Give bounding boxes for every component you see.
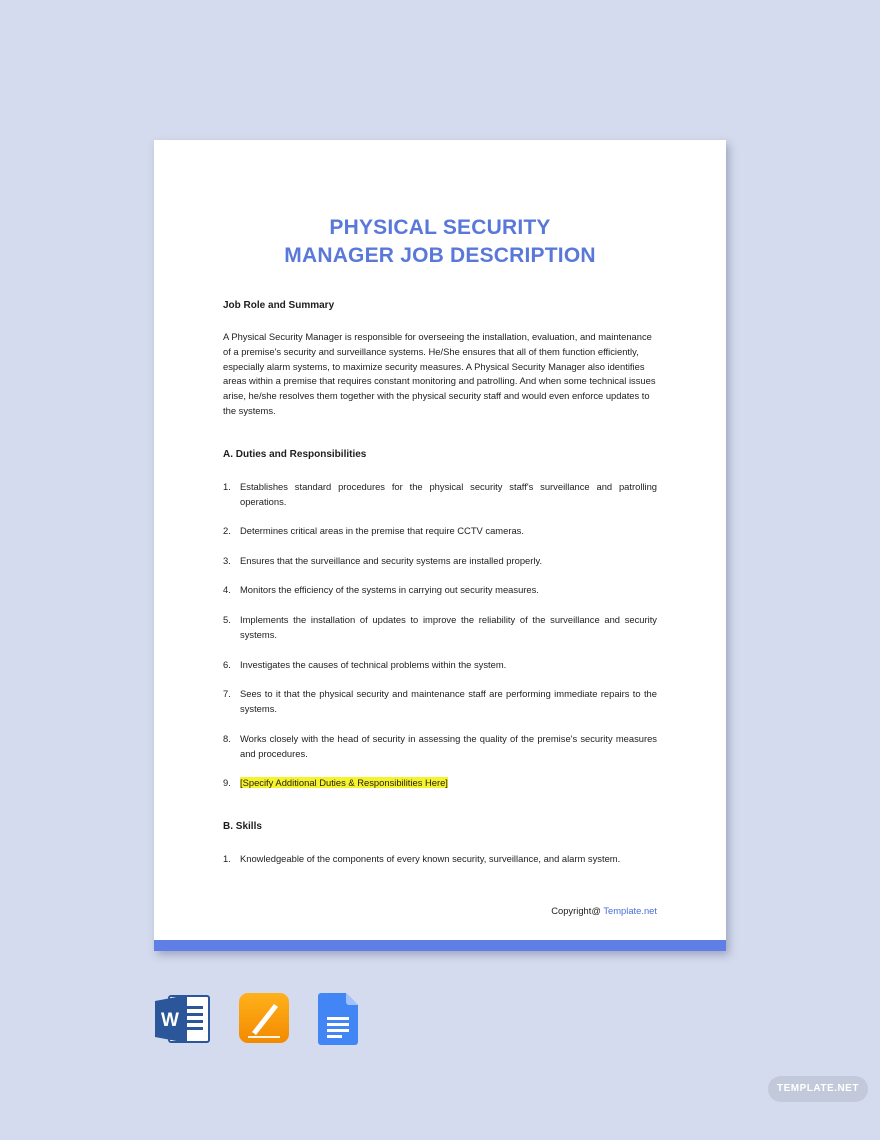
list-item xyxy=(223,479,657,509)
list-item-number: 2. xyxy=(223,525,231,536)
document-title xyxy=(154,214,726,270)
list-item-number: 1. xyxy=(223,481,231,492)
list-item xyxy=(223,775,657,790)
list-item-number: 9. xyxy=(223,777,231,788)
google-docs-icon[interactable] xyxy=(318,993,358,1045)
list-item-number: 5. xyxy=(223,614,231,625)
list-item-number: 4. xyxy=(223,584,231,595)
list-item xyxy=(223,553,657,568)
list-item xyxy=(223,686,657,716)
list-item xyxy=(223,731,657,761)
placeholder-highlight[interactable]: [Specify Additional Duties & Responsibilities Here] xyxy=(240,777,448,788)
list-item-text: Establishes standard procedures for the physical security staff's surveillance and patrolling operations. xyxy=(240,481,657,507)
list-item xyxy=(223,657,657,672)
list-item-text: Works closely with the head of security in assessing the quality of the premise's security measures and procedures. xyxy=(240,733,657,759)
list-item xyxy=(223,851,657,866)
copyright-label: Copyright@ xyxy=(551,905,604,916)
list-item-number: 8. xyxy=(223,733,231,744)
list-item-text: Sees to it that the physical security and maintenance staff are performing immediate repairs to the systems. xyxy=(240,688,657,714)
template-net-badge[interactable]: TEMPLATE.NET xyxy=(768,1076,868,1102)
list-item-number: 3. xyxy=(223,555,231,566)
list-item-number: 7. xyxy=(223,688,231,699)
list-item-text: Monitors the efficiency of the systems in carrying out security measures. xyxy=(240,584,539,595)
list-item-number: 1. xyxy=(223,853,231,864)
word-icon[interactable] xyxy=(155,994,211,1044)
skills-heading: B. Skills xyxy=(223,821,262,832)
list-item xyxy=(223,612,657,642)
pages-icon[interactable] xyxy=(238,992,290,1044)
list-item-text: Implements the installation of updates to improve the reliability of the surveillance and security systems. xyxy=(240,614,657,640)
summary-heading: Job Role and Summary xyxy=(223,300,335,311)
document-page xyxy=(154,140,726,951)
duties-heading: A. Duties and Responsibilities xyxy=(223,449,367,460)
copyright xyxy=(551,905,657,916)
list-item xyxy=(223,523,657,538)
list-item-text: Ensures that the surveillance and security systems are installed properly. xyxy=(240,555,543,566)
list-item-text: Knowledgeable of the components of every known security, surveillance, and alarm system. xyxy=(240,853,621,864)
title-line-2: MANAGER JOB DESCRIPTION xyxy=(284,244,596,267)
list-item xyxy=(223,582,657,597)
copyright-link[interactable]: Template.net xyxy=(603,905,657,916)
footer-accent-bar xyxy=(154,940,726,951)
word-icon-letter: W xyxy=(161,1010,179,1031)
list-item-number: 6. xyxy=(223,659,231,670)
summary-text: A Physical Security Manager is responsible for overseeing the installation, evaluation, and maintenance of a premise's security and surveillance systems. He/She ensures that all of them function efficiently, especially alarm systems, to maximize security measures. A Physical Security Manager also identifies areas within a premise that requires constant monitoring and patrolling. And when some technical issues arise, he/she resolves them together with the physical security staff and would even enforce updates to the systems. xyxy=(223,331,656,416)
title-line-1: PHYSICAL SECURITY xyxy=(329,216,551,239)
list-item-text: Investigates the causes of technical problems within the system. xyxy=(240,659,507,670)
list-item-text: Determines critical areas in the premise that require CCTV cameras. xyxy=(240,525,524,536)
